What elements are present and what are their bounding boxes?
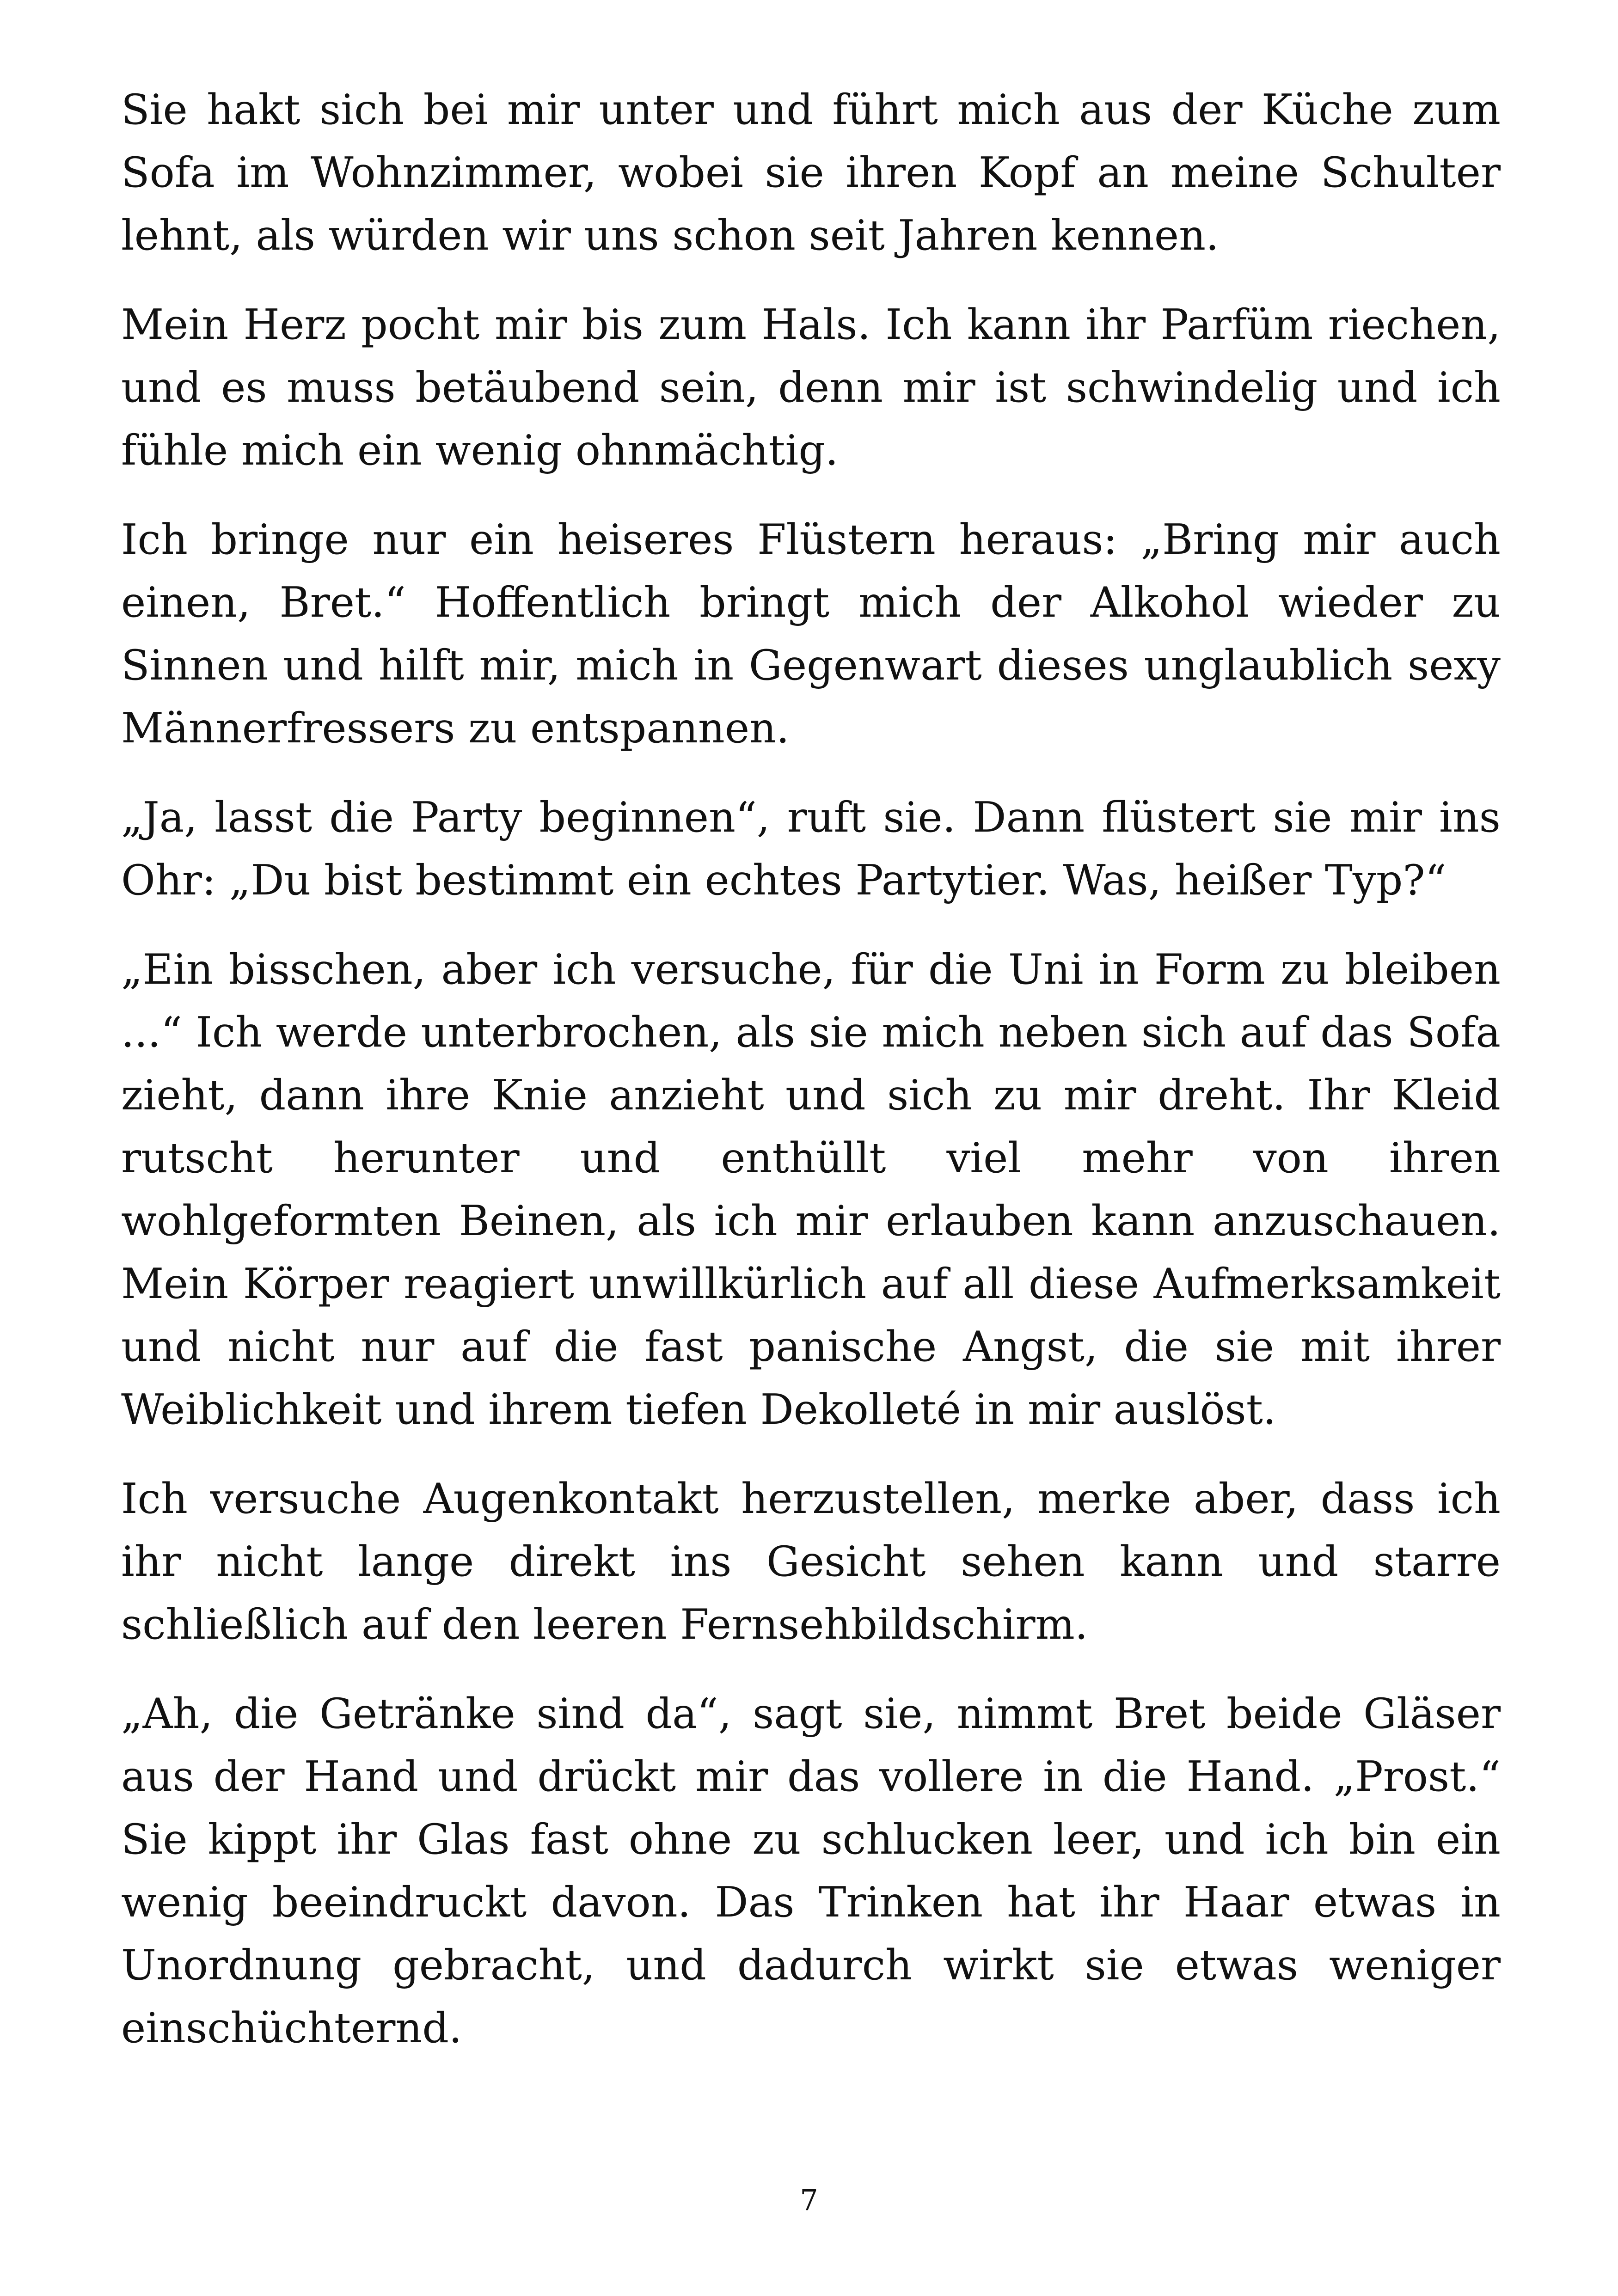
paragraph-5: „Ein bisschen, aber ich versuche, für die Uni in Form zu bleiben ...“ Ich werde unterbrochen, als sie mich neben sich auf das Sofa zieht, dann ihre Knie anzieht und sich zu mir dreht. Ihr Kleid rutscht herunter und enthüllt viel mehr von ihren wohlgeformten Beinen, als ich mir erlauben kann anzuschauen. Mein Körper reagiert unwillkürlich auf all diese Aufmerksamkeit und nicht nur auf die fast panische Angst, die sie mit ihrer Weiblichkeit und ihrem tiefen Dekolleté in mir auslöst. xyxy=(121,945,1501,1434)
paragraph-1: Sie hakt sich bei mir unter und führt mich aus der Küche zum Sofa im Wohnzimmer, wobei sie ihren Kopf an meine Schulter lehnt, als würden wir uns schon seit Jahren kennen. xyxy=(121,86,1501,260)
paragraph-2: Mein Herz pocht mir bis zum Hals. Ich kann ihr Parfüm riechen, und es muss betäubend sein, denn mir ist schwindelig und ich fühle mich ein wenig ohnmächtig. xyxy=(121,300,1501,475)
paragraph-7: „Ah, die Getränke sind da“, sagt sie, nimmt Bret beide Gläser aus der Hand und drückt mir das vollere in die Hand. „Prost.“ Sie kippt ihr Glas fast ohne zu schlucken leer, und ich bin ein wenig beeindruckt davon. Das Trinken hat ihr Haar etwas in Unordnung gebracht, und dadurch wirkt sie etwas weniger einschüchternd. xyxy=(121,1690,1501,2052)
paragraph-3: Ich bringe nur ein heiseres Flüstern heraus: „Bring mir auch einen, Bret.“ Hoffentlich bringt mich der Alkohol wieder zu Sinnen und hilft mir, mich in Gegenwart dieses unglaublich sexy Männerfressers zu entspannen. xyxy=(121,515,1501,753)
paragraph-4: „Ja, lasst die Party beginnen“, ruft sie. Dann flüstert sie mir ins Ohr: „Du bist bestimmt ein echtes Partytier. Was, heißer Typ?“ xyxy=(121,793,1501,905)
paragraph-6: Ich versuche Augenkontakt herzustellen, merke aber, dass ich ihr nicht lange direkt ins Gesicht sehen kann und starre schließlich auf den leeren Fernsehbildschirm. xyxy=(121,1475,1501,1649)
page-body xyxy=(121,79,1501,2086)
page-number: 7 xyxy=(800,2183,818,2217)
